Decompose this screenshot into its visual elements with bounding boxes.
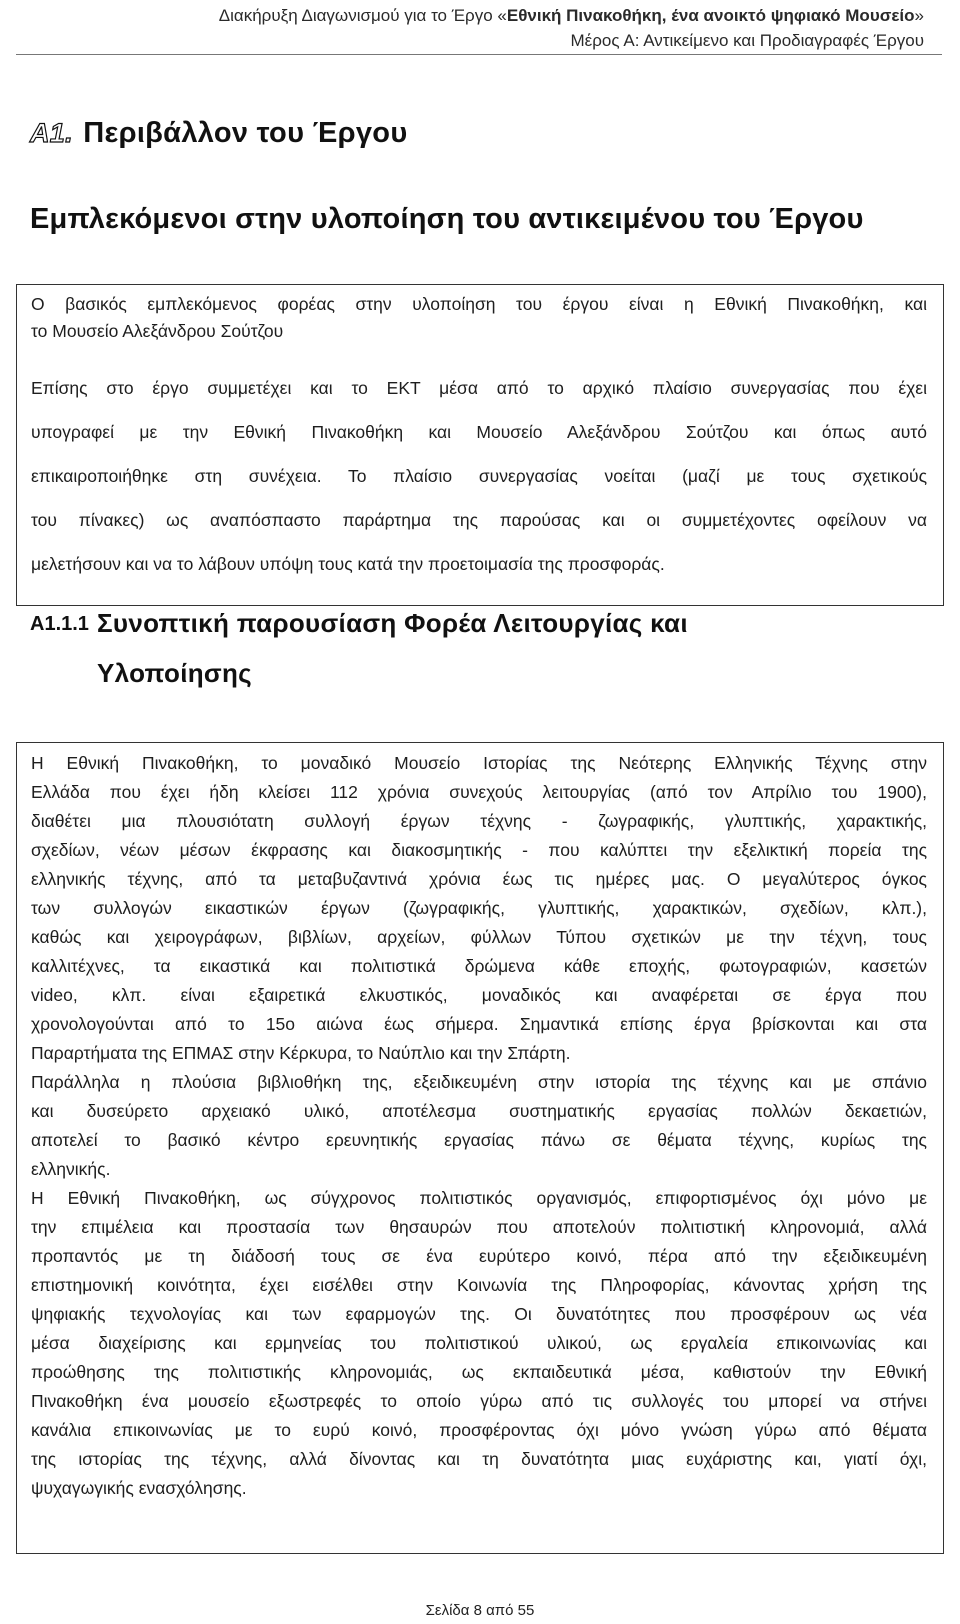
box2-line: και δυσεύρετο αρχειακό υλικό, αποτέλεσμα συστηματικής εργασίας πολλών δεκαετιών,: [31, 1101, 927, 1121]
box2-line: μέσα διαχείρισης και ερμηνείας του πολιτιστικού υλικού, ως εργαλεία επικοινωνίας και: [31, 1333, 927, 1353]
subsection-title-line1: Συνοπτική παρουσίαση Φορέα Λειτουργίας και: [97, 608, 688, 638]
box2-line: προώθησης της πολιτιστικής κληρονομιάς, ως εκπαιδευτικά μέσα, καθιστούν την Εθνική: [31, 1362, 927, 1382]
box2-line: ελληνικής.: [31, 1159, 111, 1179]
box1-line: Επίσης στο έργο συμμετέχει και το ΕΚΤ μέσα από το αρχικό πλαίσιο συνεργασίας που έχει: [31, 378, 927, 398]
subsection-number: A1.1.1: [30, 613, 89, 635]
box2-line: Η Εθνική Πινακοθήκη, το μοναδικό Μουσείο Ιστορίας της Νεότερης Ελληνικής Τέχνης στην: [31, 753, 927, 773]
box2-line: κανάλια επικοινωνίας με το ευρύ κοινό, προσφέροντας όχι μόνο γνώση γύρω από θέματα: [31, 1420, 927, 1440]
box2-line: χρονολογούνται από το 15ο αιώνα έως σήμερα. Σημαντικά επίσης έργα βρίσκονται και στα: [31, 1014, 927, 1034]
box2-line: Πινακοθήκη ένα μουσείο εξωστρεφές το οποίο γύρω από τις συλλογές του μπορεί να στήνει: [31, 1391, 927, 1411]
box2-line: video, κλπ. είναι εξαιρετικά ελκυστικός, μοναδικός και αναφέρεται σε έργα που: [31, 985, 927, 1005]
box2-line: της ιστορίας της τέχνης, αλλά δίνοντας και τη δυνατότητα μιας ευχάριστης και, γιατί όχι,: [31, 1449, 927, 1469]
box1-line: επικαιροποιήθηκε στη συνέχεια. Το πλαίσιο συνεργασίας νοείται (μαζί με τους σχετικούς: [31, 466, 927, 486]
box1-line: το Μουσείο Αλεξάνδρου Σούτζου: [31, 321, 284, 341]
box2-line: των συλλογών εικαστικών έργων (ζωγραφικής, γλυπτικής, χαρακτικών, σχεδίων, κλπ.),: [31, 898, 927, 918]
box2-line: ελληνικής τέχνης, από τα μεταβυζαντινά χρόνια έως τις ημέρες μας. Ο μεγαλύτερος όγκος: [31, 869, 927, 889]
box2-line: σχεδίων, νέων μέσων έκφρασης και διακοσμητικής - που καλύπτει την εξελικτική πορεία της: [31, 840, 927, 860]
box2-line: αποτελεί το βασικό κέντρο ερευνητικής εργασίας πάνω σε θέματα τέχνης, κυρίως της: [31, 1130, 927, 1150]
box1-line: υπογραφεί με την Εθνική Πινακοθήκη και Μουσείο Αλεξάνδρου Σούτζου και όπως αυτό: [31, 422, 927, 442]
section-title: [30, 117, 408, 150]
box1-line: του πίνακες) ως αναπόσπαστο παράρτημα της παρούσας και οι συμμετέχοντες οφείλουν να: [31, 510, 927, 530]
box2-line: επιστημονική κοινότητα, έχει εισέλθει στην Κοινωνία της Πληροφορίας, κάνοντας χρήση της: [31, 1275, 927, 1295]
box2-line: Η Εθνική Πινακοθήκη, ως σύγχρονος πολιτιστικός οργανισμός, επιφορτισμένος όχι μόνο με: [31, 1188, 927, 1208]
section-subtitle: Εμπλεκόμενοι στην υλοποίηση του αντικειμένου του Έργου: [30, 203, 864, 235]
subsection-title-line2: Υλοποίησης: [97, 658, 253, 688]
document-header-line1: [219, 2, 924, 29]
box2-line: προπαντός με τη διάδοσή τους σε ένα ευρύτερο κοινό, πέρα από την εξειδικευμένη: [31, 1246, 927, 1266]
box2-line: διαθέτει μια πλουσιότατη συλλογή έργων τέχνης - ζωγραφικής, γλυπτικής, χαρακτικής,: [31, 811, 927, 831]
box1-line: Ο βασικός εμπλεκόμενος φορέας στην υλοποίηση του έργου είναι η Εθνική Πινακοθήκη, και: [31, 294, 927, 314]
section-number: A1.: [30, 118, 73, 148]
box2-line: καλλιτέχνες, τα εικαστικά και πολιτιστικά δρώμενα κάθε εποχής, φωτογραφιών, κασετών: [31, 956, 927, 976]
box2-line: καθώς και χειρογράφων, βιβλίων, αρχείων, φύλλων Τύπου σχετικών με την τέχνη, τους: [31, 927, 927, 947]
box2-line: ψηφιακής τεχνολογίας και των εφαρμογών της. Οι δυνατότητες που προσφέρουν ως νέα: [31, 1304, 927, 1324]
page-number: Σελίδα 8 από 55: [425, 1602, 535, 1619]
header-project-name: Εθνική Πινακοθήκη, ένα ανοικτό ψηφιακό Μουσείο: [506, 6, 915, 25]
box2-line: Ελλάδα που έχει ήδη κλείσει 112 χρόνια συνεχούς λειτουργίας (από τον Απρίλιο του 1900),: [31, 782, 927, 802]
section-title-text: Περιβάλλον του Έργου: [83, 117, 408, 149]
box2-line: Παραρτήματα της ΕΠΜΑΣ στην Κέρκυρα, το Ναύπλιο και την Σπάρτη.: [31, 1043, 571, 1063]
box2-line: Παράλληλα η πλούσια βιβλιοθήκη της, εξειδικευμένη στην ιστορία της τέχνης και με σπάνιο: [31, 1072, 927, 1092]
header-suffix: »: [914, 6, 924, 25]
header-prefix: Διακήρυξη Διαγωνισμού για το Έργο «: [218, 6, 507, 25]
header-divider: [16, 54, 942, 55]
document-header-line2: Μέρος Α: Αντικείμενο και Προδιαγραφές Έργου: [570, 31, 924, 50]
box2-line: την επιμέλεια και προστασία των θησαυρών που αποτελούν πολιτιστική κληρονομιά, αλλά: [31, 1217, 927, 1237]
box1-line: μελετήσουν και να το λάβουν υπόψη τους κατά την προετοιμασία της προσφοράς.: [31, 554, 665, 574]
box2-line: ψυχαγωγικής ενασχόλησης.: [31, 1478, 247, 1498]
